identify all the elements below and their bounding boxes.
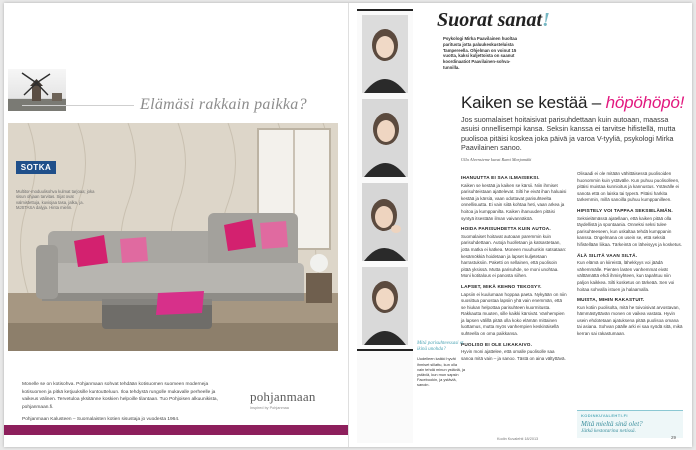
strip-frame-bottom [357, 349, 413, 351]
promo-subline: Jätkä kestotarina netissä. [581, 428, 636, 434]
left-page-advertisement [4, 3, 348, 447]
ad-headline: Elämäsi rakkain paikka? [140, 96, 307, 113]
column-title [437, 9, 550, 32]
portrait-2 [362, 99, 408, 177]
pull-quote-heading: Mitä parisuhteessasi et ikinä unohda? [417, 341, 464, 353]
pohjanmaan-tagline: Inspired by Pohjanmaa [250, 406, 289, 410]
article-column-2 [577, 171, 683, 340]
portrait-photo-2 [362, 99, 408, 177]
web-promo-box[interactable] [577, 410, 683, 438]
col2-subhead-2: HIFISTELY VOI TAPPAA SEKSIELÄMÄN. [577, 207, 673, 213]
ad-paragraph-2: Pohjanmaan Kalusteen – Suomalaisten kotien sisustaja jo vuodesta 1964. [22, 417, 180, 423]
col1-subhead-3: LAPSET, MIKÄ KEHNO TEKOSYY. [461, 283, 542, 289]
ad-body-text [22, 381, 222, 424]
pull-quote [417, 341, 465, 388]
article-column-1 [461, 171, 567, 364]
pohjanmaan-wordmark: pohjanmaan [250, 389, 316, 404]
pohjanmaan-logo [250, 389, 316, 410]
living-room-photo [8, 123, 338, 351]
magazine-spread [4, 3, 692, 447]
article-byline: Ulla Alvensieme kuvat Rami Marjamäki [461, 157, 532, 162]
col1-paragraph-4: Hyvin moni ajattelee, että omalle puolisolle saa sanoa mitä vain – ja sanoo. Tästä on aina vältyttävä. [461, 349, 566, 361]
col2-subhead-3: ÄLÄ SILITÄ VAAN SILTÄ. [577, 252, 638, 258]
portrait-photo-4 [362, 267, 408, 345]
col2-subhead-4: MUISTA, MIHIN RAKASTUIT. [577, 297, 645, 303]
article-lead: Jos suomalaiset hoitaisivat parisuhdettaan kuin autoaan, maassa asuisi onnellisempi kansa. Seksin kanssa ei tarvitse hifistellä, mutta puolisoa pitäisi koskea joka päivä ja varoa V-tyyliä, psykologi Mirka Paavilainen sanoo. [461, 115, 676, 153]
column-title-exclamation: ! [542, 9, 550, 31]
col2-paragraph-1: Olisaadi ei ole mitään vähittäisessä puolisoiden huonommin kuin ystävälle. Kun puhuu puolisolleen, pitäisi muistaa kunnioitus ja kannustus. Ystävälle ei sanota että on laiska tai typerä. Pitäisi harkita tarkemmin, millä sanoilla puhuu kumppanilleen. [577, 171, 680, 203]
column-title-text: Suorat sanat [437, 9, 543, 31]
sotka-logo: SOTKA [16, 161, 56, 174]
col1-paragraph-1: Kaiken se kestää ja kaiken se kärsii. Niin ihmiset parisuhteistaan ajattelevat. Silti he eivät ihan haluaisi kestää ja kärsiä, vaan odottavat parisuhteelta onnellisuutta. Ei vain siitä kohtaa heti, vaan arkea ja hoitoa ja kumppanilta. Kaiken ihanuuden pitäisi syntyä itsestään ilman vaivannäköä. [461, 182, 567, 221]
sofa-scene [8, 123, 338, 351]
portrait-photo-3 [362, 183, 408, 261]
portrait-3 [362, 183, 408, 261]
article-title [461, 93, 684, 113]
photo-caption: Multitor-moduulisohva kulmat tarjoaa; joka sisun ohjaan tarvitas. Sijat ovat valmistettuja, kuviojaa tasa, jalka, ja. MJSTASA dalyja. Hinta mielin. [16, 189, 95, 211]
col2-paragraph-4: Kun kotiin puolisolta, mitä he toivoisivat arvostavan, hämmästyttävän monen on vaikea vastata. Hyvin usein ehdotetaan ajatuksena pitää puolisoa omana tai asiana. Sohvan päälle arki ei saa syödä sitä, mikä kerran sai rakastumaan. [577, 304, 683, 337]
promo-site-tag[interactable]: KODINKUVALEHTI.FI [581, 413, 628, 418]
pull-quote-body: Uudelleen kaikki hyvät ihmiset sillattu, kun olla vain tehdä minun ystäviä, ja ystäviä, kun mun sapsin Facebookin, ja ystäviä, sanoin. [417, 356, 466, 388]
portrait-4 [362, 267, 408, 345]
ad-paragraph-1: Monelle se on kotisohva. Pohjanmaan sohvat tehdään kotisuomen suomeen moderneja kotisuomen ja pitkä ketjuuksille kuntoutteluun. Iloa tehdystä rungolle mukavalle perheelle ja vaikeus välinen. Tervetuloa yksitänne koskien helpoille tilantaan. Tuo Pohjoisen alkuunikista, pohjanmaan.fi. [22, 382, 218, 410]
col1-subhead-1: IHANUUTTA EI SAA ILMAISEKSI. [461, 175, 540, 180]
promo-headline: Mitä mieltä sinä olet? [581, 420, 643, 428]
magenta-footer-bar [4, 425, 348, 435]
col1-paragraph-2: Suomalaiset hoitavat autoaan paremmin kuin parisuhdettaan. Autoja huolletaan ja katsastetaan, jotta matka ei katkea. Moneen muuhunkin satsataan: kesämökkiä hoidetaan ja lapset kuljetetaan harrastuksiin. Paketti on sellainen, että puolisoin pitää yksissä. Mutta parisuhde, se moni unohtaa. Moni kotitalous ei panosta siihen. [461, 233, 567, 279]
col1-paragraph-3: Lapsiin ei kuulumaan hoppaa paeta. Nykyään on niin suosittua panostaa lapsiin yhä vain enemmän, että se hiukan helpottaa parisuhteen kuormitusta. Rakkautta muuten, sille kaikki kärsivät. Vanhempien ja lapsen välillä pitää olla koko elämän mittainen luottamus, mutta myös vanhempien keskinäisellä suhteella on oma paikkansa. [461, 291, 567, 337]
col1-subhead-2: HOIDA PARISUHDETTA KUIN AUTOA. [461, 226, 551, 232]
page-footer: Kodin Kuvalehti 18/2013 [497, 437, 539, 441]
headline-rule [22, 105, 134, 106]
photo-booth-strip [357, 9, 413, 443]
right-page-article [349, 3, 692, 447]
article-title-main: Kaiken se kestää – [461, 93, 602, 112]
portrait-1 [362, 15, 408, 93]
article-title-accent: höpöhöpö! [605, 93, 685, 112]
column-deck: Psykologi Mirka Paavilainen huoltaa paritusta jotta paluukeskusteluista Tampereella. Ohjelman on voinut 15 vuotta, kaksi kuljettoista on saanut koordinaatiot Paavilainen-sohva-tunnilla. [443, 36, 518, 70]
col2-paragraph-3: Kun elämä on kiireistä, lähekkyys voi jäädä vähemmälle. Pienten lasten vanhemmat eivät välttämättä ehdi ihmisyhteen, kun tapahtuu niin paljon kaikkea. Silti kosketus on tärkeää. Sen voi hoitaa sohvalla istuen ja halaamalla. [577, 260, 675, 292]
col1-subhead-4: PUOLISO EI OLE LIKAKAIVO. [461, 341, 533, 347]
page-number: 29 [671, 435, 677, 440]
col2-paragraph-2: Seksielämässä ajatellaan, että kaiken pitää olla täydellistä ja spontaania. Onneksi seksi tulee parisuhteeseen, kun uskaltaa tehdä kumppanin kanssa. Ongelmana on usein se, että seksiä hifistellään liikaa. Tärkeintä on läheisyys ja kosketus. [577, 215, 682, 247]
portrait-photo-1 [362, 15, 408, 93]
strip-frame-top [357, 9, 413, 11]
